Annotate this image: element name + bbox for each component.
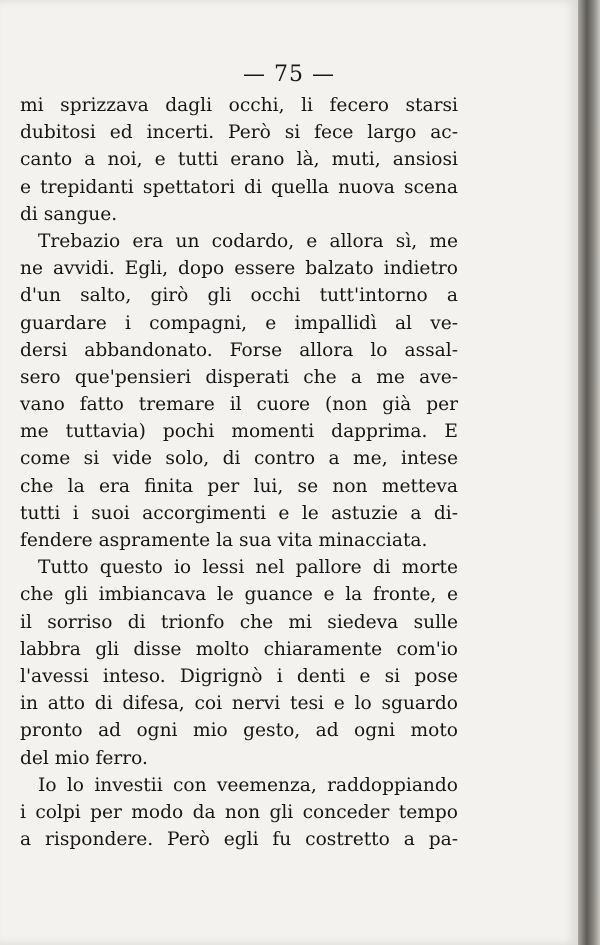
book-gutter [578,0,600,945]
text-line: ne avvidi. Egli, dopo essere balzato indietro [20,258,458,280]
text-line: come si vide solo, di contro a me, intese [20,448,458,470]
body-text [20,92,458,853]
text-line: Tutto questo io lessi nel pallore di morte [38,557,458,579]
text-line: canto a noi, e tutti erano là, muti, ansiosi [20,149,458,171]
text-line: in atto di difesa, coi nervi tesi e lo sguardo [20,693,458,715]
text-line: d'un salto, girò gli occhi tutt'intorno a [20,285,458,307]
text-line: di sangue. [20,203,118,225]
text-line: che gli imbiancava le guance e la fronte, e [20,584,458,606]
text-line: sero que'pensieri disperati che a me ave- [20,366,458,388]
text-line: dersi abbandonato. Forse allora lo assal- [20,339,458,361]
text-line: i colpi per modo da non gli conceder tempo [20,801,458,823]
text-line: e trepidanti spettatori di quella nuova scena [20,176,458,198]
text-line: fendere aspramente la sua vita minacciata. [20,530,428,551]
text-line: che la era finita per lui, se non metteva [20,475,458,497]
text-line: vano fatto tremare il cuore (non già per [20,394,458,416]
text-line: dubitosi ed incerti. Però si fece largo ac- [20,122,458,144]
text-line: l'avessi inteso. Digrignò i denti e si pose [20,665,458,687]
paragraph [20,92,458,228]
text-line: il sorriso di trionfo che mi siedeva sulle [20,611,458,633]
text-line: Io lo investii con veemenza, raddoppiando [38,774,458,796]
text-line: Trebazio era un codardo, e allora sì, me [38,230,458,252]
text-line: guardare i compagni, e impallidì al ve- [20,312,458,334]
text-line: me tuttavia) pochi momenti dapprima. E [20,421,458,443]
text-line: a rispondere. Però egli fu costretto a pa- [20,829,458,851]
paragraph [20,554,458,772]
text-line: mi sprizzava dagli occhi, li fecero starsi [20,95,458,116]
text-line: labbra gli disse molto chiaramente com'io [20,638,458,660]
text-line: del mio ferro. [20,747,148,769]
paragraph [20,772,458,854]
text-line: tutti i suoi accorgimenti e le astuzie a di- [20,502,458,524]
page-number: — 75 — [243,62,335,87]
text-line: pronto ad ogni mio gesto, ad ogni moto [20,720,458,742]
paragraph [20,228,458,554]
